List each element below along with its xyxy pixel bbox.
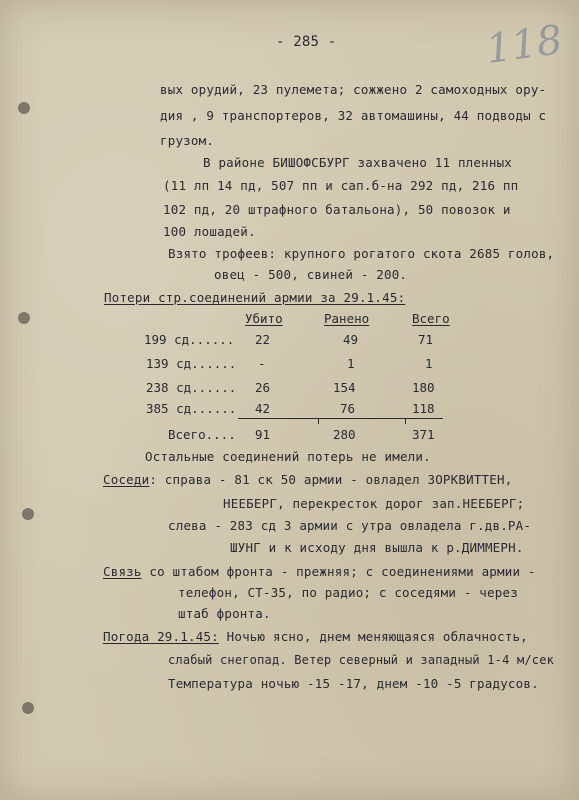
column-header-killed: Убито xyxy=(245,311,283,326)
handwritten-folio-number: 118 xyxy=(483,16,566,74)
paragraph-line: дия , 9 транспортеров, 32 автомашины, 44 подводы с xyxy=(160,108,547,123)
killed-cell: 26 xyxy=(255,380,271,395)
comms-text: со штабом фронта - прежняя; с соединениями армии - xyxy=(141,564,536,579)
weather-line xyxy=(103,629,528,644)
paragraph-line: вых орудий, 23 пулемета; сожжено 2 самоходных ору- xyxy=(160,82,547,97)
neighbors-line: ШУНГ и к исходу дня вышла к р.ДИММЕРН. xyxy=(230,540,524,555)
comms-line: телефон, СТ-35, по радио; с соседями - через xyxy=(178,585,518,600)
table-row-label: 139 сд...... xyxy=(146,356,237,371)
killed-cell: 22 xyxy=(255,332,271,347)
trophies-line: овец - 500, свиней - 200. xyxy=(214,267,408,282)
total-cell: 180 xyxy=(412,380,435,395)
weather-label: Погода 29.1.45: xyxy=(103,629,219,644)
wounded-cell: 154 xyxy=(333,380,356,395)
other-units-note: Остальные соединений потерь не имели. xyxy=(145,449,431,464)
weather-text: Ночью ясно, днем меняющаяся облачность, xyxy=(218,629,528,644)
table-row-label: 199 сд...... xyxy=(144,332,235,347)
wounded-cell: 76 xyxy=(340,401,356,416)
grand-total-cell: 371 xyxy=(412,427,435,442)
neighbors-label: Соседи xyxy=(103,472,150,487)
table-rule-tick xyxy=(405,418,406,424)
table-rule-tick xyxy=(318,418,319,424)
paragraph-line: грузом. xyxy=(160,133,215,148)
comms-line: штаб фронта. xyxy=(178,606,271,621)
killed-cell: 42 xyxy=(255,401,271,416)
trophies-line: Взято трофеев: крупного рогатого скота 2685 голов, xyxy=(168,246,555,261)
punch-hole xyxy=(18,102,30,114)
neighbors-text: : справа - 81 ск 50 армии - овладел ЗОРКВИТТЕН, xyxy=(149,472,513,487)
column-header-total: Всего xyxy=(412,311,450,326)
neighbors-line xyxy=(103,472,512,487)
punch-hole xyxy=(22,508,34,520)
table-total-rule xyxy=(238,418,443,419)
killed-total-cell: 91 xyxy=(255,427,271,442)
total-cell: 71 xyxy=(418,332,434,347)
killed-cell: - xyxy=(258,356,266,371)
page-number: - 285 - xyxy=(276,34,337,50)
wounded-total-cell: 280 xyxy=(333,427,356,442)
punch-hole xyxy=(22,702,34,714)
table-row-label: 238 сд...... xyxy=(146,380,237,395)
comms-label: Связь xyxy=(103,564,142,579)
weather-line: Температура ночью -15 -17, днем -10 -5 градусов. xyxy=(168,676,539,691)
paragraph-line: В районе БИШОФСБУРГ захвачено 11 пленных xyxy=(203,155,513,170)
total-cell: 118 xyxy=(412,401,435,416)
paragraph-line: 102 пд, 20 штрафного батальона), 50 повозок и xyxy=(163,202,511,217)
column-header-wounded: Ранено xyxy=(324,311,370,326)
losses-heading: Потери стр.соединений армии за 29.1.45: xyxy=(104,290,406,305)
neighbors-line: НЕЕБЕРГ, перекресток дорог зап.НЕЕБЕРГ; xyxy=(223,496,525,511)
total-row-label: Всего.... xyxy=(168,427,236,442)
paragraph-line: (11 лп 14 пд, 507 пп и сап.б-на 292 пд, 216 пп xyxy=(163,178,519,193)
wounded-cell: 49 xyxy=(343,332,359,347)
paragraph-line: 100 лошадей. xyxy=(163,224,256,239)
weather-line: слабый снегопад. Ветер северный и западный 1-4 м/сек xyxy=(168,653,555,667)
total-cell: 1 xyxy=(425,356,433,371)
punch-hole xyxy=(18,312,30,324)
neighbors-line: слева - 283 сд 3 армии с утра овладела г.дв.РА- xyxy=(168,518,532,533)
comms-line xyxy=(103,564,536,579)
table-row-label: 385 сд...... xyxy=(146,401,237,416)
wounded-cell: 1 xyxy=(347,356,355,371)
